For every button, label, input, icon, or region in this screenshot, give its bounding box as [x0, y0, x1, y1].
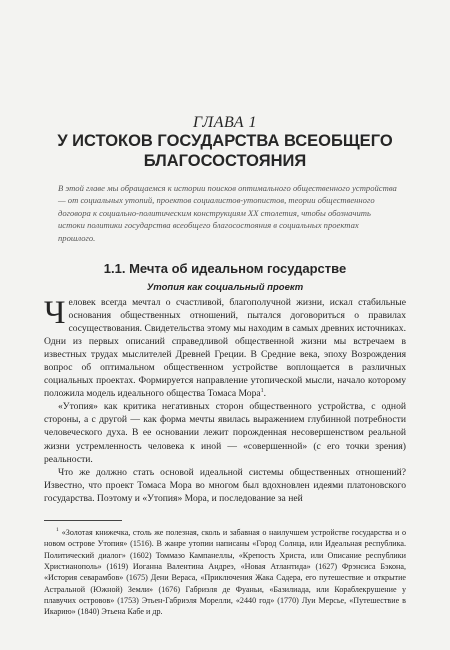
body-text [44, 296, 406, 505]
subsection-title: Утопия как социальный проект [146, 282, 304, 293]
paragraph-2: «Утопия» как критика негативных сторон общественного устройства, с одной стороны, а с другой — как форма мечты явилась выражением глубинной потребности человеческого духа. В ее основании лежит порожденная несовершенством реальной жизни устремленность человека к иной — «совершенной» (с его точки зрения) реальности. [44, 401, 406, 465]
paragraph-3: Что же должно стать основой идеальной системы общественных отношений? Известно, что проект Томаса Мора во многом был вдохновлен идеями платоновского государства. Поэтому и «Утопия» Мора, и последование за ней [44, 466, 406, 504]
footnote [44, 527, 406, 618]
chapter-label: ГЛАВА 1 [193, 114, 257, 131]
footnote-text: «Золотая книжечка, столь же полезная, сколь и забавная о наилучшем устройстве государства и о новом острове Утопия» (1516). В жанре утопии написаны «Город Солнца, или Идеальная республика. Политический диалог» (1602) Томмазо Кампанеллы, «Крепость Христа, или Описание республики Христианополь» (1619) Иоганна Валентина Андреэ, «Новая Атлантида» (1627) Фрэнсиса Бэкона, «История севарамбов» (1675) Дени Вераса, «Приключения Жака Садера, его путешествие и открытие Астральной (Южной) Земли» (1676) Габриэля де Фуаньи, «Базилиада, или Кораблекрушение у плавучих островов» (1753) Этьен-Габриэля Морелли, «2440 год» (1770) Луи Мерсье, «Путешествие в Икарию» (1840) Этьена Кабе и др. [44, 528, 406, 617]
chapter-title: У ИСТОКОВ ГОСУДАРСТВА ВСЕОБЩЕГО БЛАГОСОСТОЯНИЯ [57, 132, 393, 170]
paragraph-1-text: еловек всегда мечтал о счастливой, благополучной жизни, искал стабильные основания общественных отношений, пытался договориться о правилах сосуществования. Свидетельства этому мы находим в самых древних источниках. Одни из первых описаний справедливой общественной жизни мы встречаем в известных трудах мыслителей Древней Греции. В Средние века, эпоху Возрождения вопрос об оптимальном общественном устройстве воплощается в различных социальных проектах. Формируется направление утопической мысли, начало которому положила модель идеального общества Томаса Мора [44, 297, 406, 400]
footnote-number: 1 [56, 527, 59, 534]
drop-cap: Ч [44, 295, 66, 331]
footnote-ref[interactable]: 1 [260, 388, 264, 395]
section-title: 1.1. Мечта об идеальном государстве [103, 261, 347, 276]
paragraph-1-end: . [263, 388, 267, 400]
chapter-abstract: В этой главе мы обращаемся к истории поисков оптимального общественного устройства — от социальных утопий, проектов социалистов-утопистов, теории общественного договора к социально-политическим конструкциям XX столетия, чтобы обозначить истоки политики государства всеобщего благосостояния в социальных проектах прошлого. [58, 183, 397, 243]
paragraph-1 [44, 296, 406, 400]
footnote-divider [44, 520, 122, 521]
